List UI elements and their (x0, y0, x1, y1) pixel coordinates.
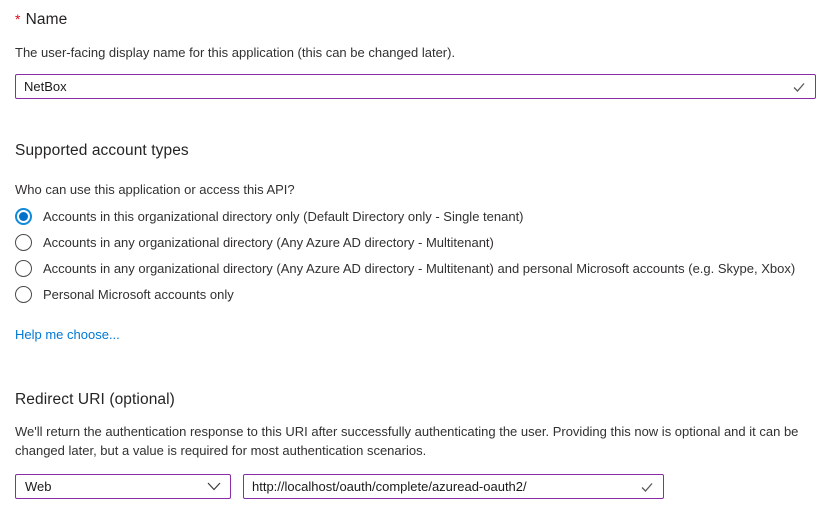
redirect-uri-title: Redirect URI (optional) (15, 391, 175, 408)
help-me-choose-link[interactable]: Help me choose... (15, 327, 120, 342)
radio-option-label: Accounts in any organizational directory (Any Azure AD directory - Multitenant) (43, 234, 494, 250)
required-asterisk: * (15, 11, 21, 27)
chevron-down-icon (207, 482, 221, 491)
radio-button-icon[interactable] (15, 286, 32, 303)
valid-check-icon (791, 79, 807, 95)
radio-button-icon[interactable] (15, 234, 32, 251)
radio-option-personal-only[interactable] (15, 284, 234, 304)
radio-button-icon[interactable] (15, 260, 32, 277)
radio-option-label: Accounts in this organizational directory only (Default Directory only - Single tenant) (43, 208, 524, 224)
redirect-uri-input-container (243, 474, 664, 499)
platform-select-value: Web (25, 479, 52, 494)
supported-account-types-title: Supported account types (15, 142, 189, 159)
radio-button-icon[interactable] (15, 208, 32, 225)
valid-check-icon (639, 479, 655, 495)
account-types-question: Who can use this application or access this API? (15, 182, 295, 197)
name-section-title (15, 11, 67, 29)
radio-option-label: Accounts in any organizational directory (Any Azure AD directory - Multitenant) and personal Microsoft accounts (e.g. Skype, Xbox) (43, 260, 796, 276)
radio-option-label: Personal Microsoft accounts only (43, 286, 234, 302)
name-section-title-text: Name (25, 11, 68, 28)
platform-select[interactable] (15, 474, 231, 499)
redirect-uri-input[interactable] (244, 475, 639, 498)
name-input-container (15, 74, 816, 99)
radio-option-multitenant[interactable] (15, 232, 494, 252)
redirect-uri-description: We'll return the authentication response to this URI after successfully authenticating the user. Providing this now is optional and it can be changed later, but a value is required for most authentication scenarios. (15, 424, 799, 458)
name-description: The user-facing display name for this application (this can be changed later). (15, 45, 456, 60)
name-input[interactable] (16, 75, 791, 98)
radio-option-single-tenant[interactable] (15, 206, 524, 226)
radio-option-multitenant-personal[interactable] (15, 258, 795, 278)
